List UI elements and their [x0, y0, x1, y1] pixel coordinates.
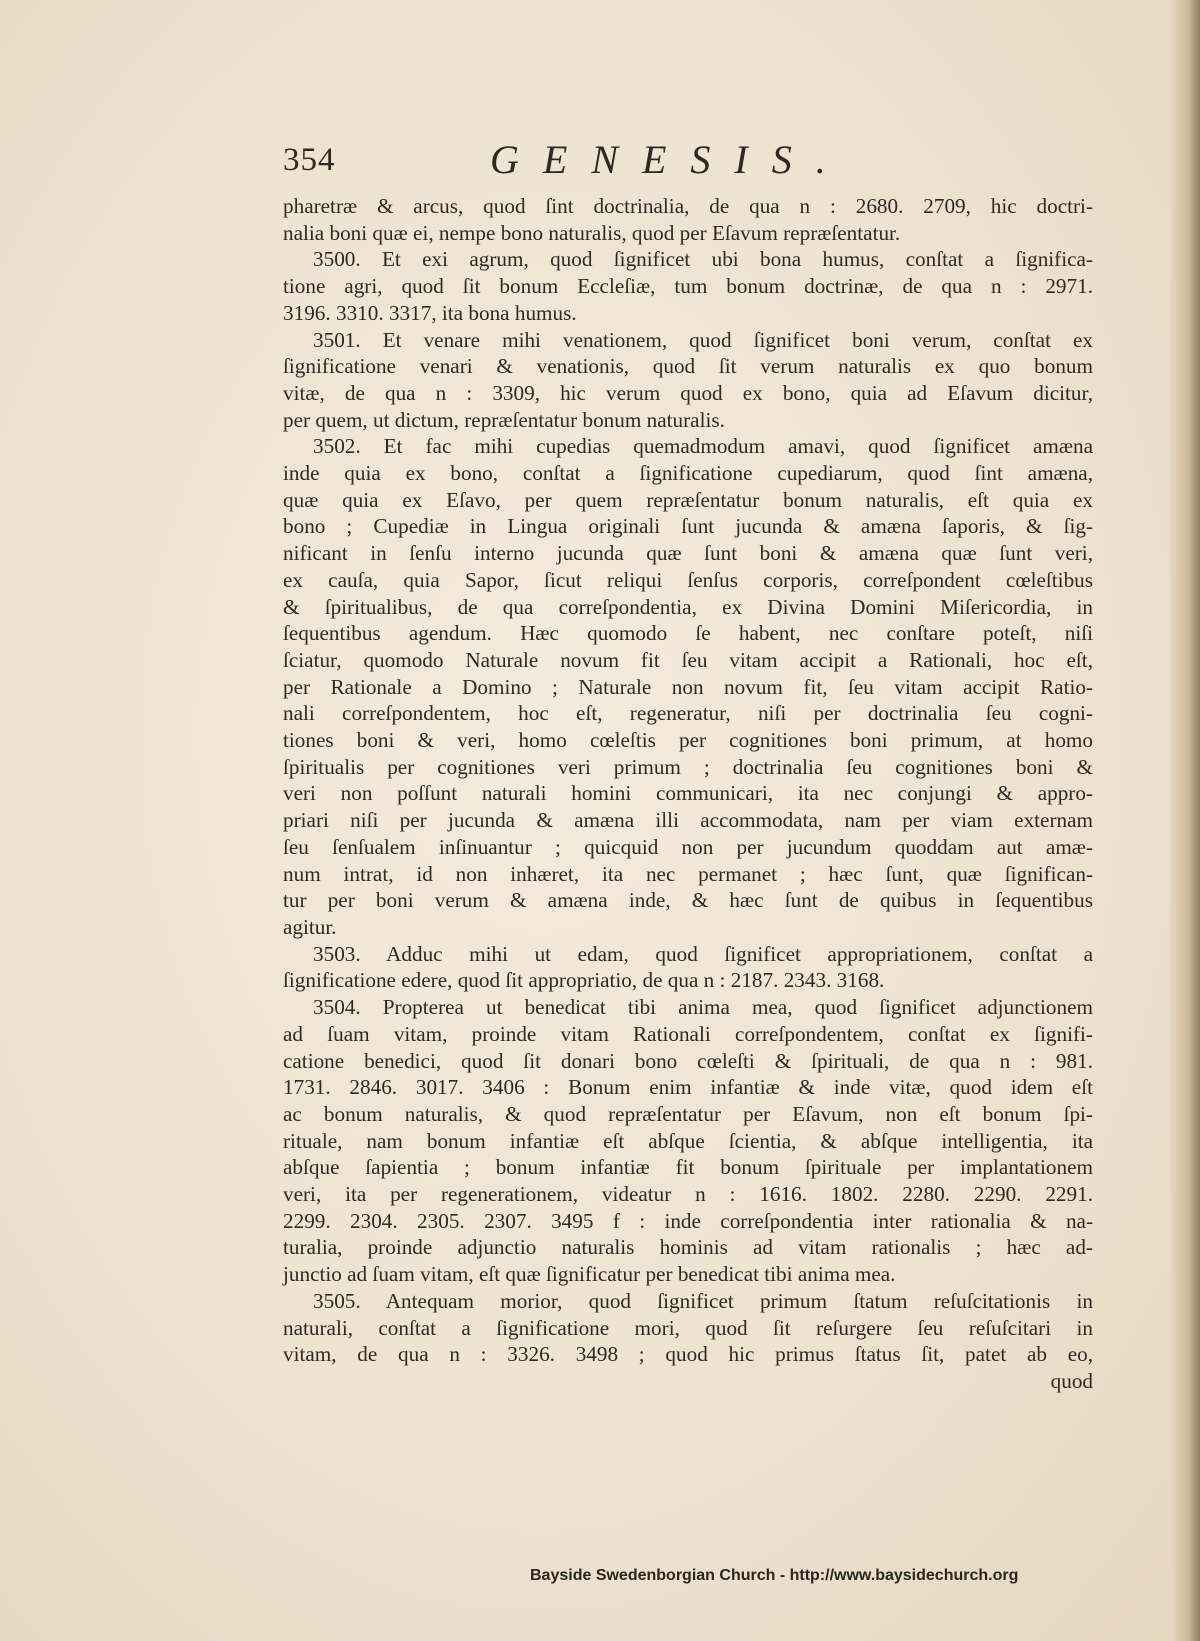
text-line: rituale, nam bonum infantiæ eſt abſque ſcientia, & abſque intelligentia, ita: [283, 1128, 1093, 1153]
text-line: ad ſuam vitam, proinde vitam Rationali correſpondentem, conſtat ex ſignifi-: [283, 1021, 1093, 1046]
text-line: 2299. 2304. 2305. 2307. 3495 f : inde correſpondentia inter rationalia & na-: [283, 1208, 1093, 1233]
body-text: [283, 193, 1093, 1395]
text-line: 3196. 3310. 3317, ita bona humus.: [283, 300, 577, 325]
footer-credit: Bayside Swedenborgian Church - http://www.baysidechurch.org: [530, 1567, 1019, 1584]
text-line: catione benedici, quod ſit donari bono cœleſti & ſpirituali, de qua n : 981.: [283, 1048, 1093, 1073]
text-line: 1731. 2846. 3017. 3406 : Bonum enim infantiæ & inde vitæ, quod idem eſt: [283, 1075, 1093, 1100]
text-line: veri, ita per regenerationem, videatur n : 1616. 1802. 2280. 2290. 2291.: [283, 1182, 1093, 1207]
text-line: turalia, proinde adjunctio naturalis hominis ad vitam rationalis ; hæc ad-: [283, 1235, 1093, 1260]
running-head: GENESIS.: [490, 137, 850, 182]
text-line: nalia boni quæ ei, nempe bono naturalis, quod per Eſavum repræſentatur.: [283, 220, 901, 245]
text-line: ſignificatione venari & venationis, quod ſit verum naturalis ex quo bonum: [283, 354, 1093, 379]
text-line: num intrat, id non inhæret, ita nec permanet ; hæc ſunt, quæ ſignifican-: [283, 861, 1093, 886]
text-line: naturali, conſtat a ſignificatione mori, quod ſit reſurgere ſeu reſuſcitari in: [283, 1315, 1093, 1340]
text-line: nali correſpondentem, hoc eſt, regeneratur, niſi per doctrinalia ſeu cogni-: [283, 701, 1093, 726]
paragraph-3502-start: 3502. Et fac mihi cupedias quemadmodum amavi, quod ſignificet amæna: [313, 434, 1093, 459]
text-line: ſpiritualis per cognitiones veri primum ; doctrinalia ſeu cognitiones boni &: [283, 754, 1093, 779]
text-line: junctio ad ſuam vitam, eſt quæ ſignificatur per benedicat tibi anima mea.: [283, 1262, 896, 1287]
text-line: ſequentibus agendum. Hæc quomodo ſe habent, nec conſtare poteſt, niſi: [283, 621, 1093, 646]
text-line: ex cauſa, quia Sapor, ſicut reliqui ſenſus corporis, correſpondent cœleſtibus: [283, 567, 1093, 592]
text-line: tur per boni verum & amæna inde, & hæc ſunt de quibus in ſequentibus: [283, 888, 1093, 913]
paragraph-3504-start: 3504. Propterea ut benedicat tibi anima mea, quod ſignificet adjunctionem: [313, 995, 1093, 1020]
text-line: pharetræ & arcus, quod ſint doctrinalia, de qua n : 2680. 2709, hic doctri-: [283, 194, 1093, 218]
text-line: per Rationale a Domino ; Naturale non novum fit, ſeu vitam accipit Ratio-: [283, 674, 1093, 699]
page-gutter-shadow: [1170, 0, 1200, 1641]
text-line: tione agri, quod ſit bonum Eccleſiæ, tum bonum doctrinæ, de qua n : 2971.: [283, 274, 1093, 299]
text-line: per quem, ut dictum, repræſentatur bonum naturalis.: [283, 407, 725, 432]
page-number: 354: [283, 142, 336, 178]
paragraph-3503-start: 3503. Adduc mihi ut edam, quod ſignificet appropriationem, conſtat a: [313, 941, 1093, 966]
text-line: agitur.: [283, 914, 337, 939]
page-header: [283, 136, 1103, 186]
text-line: ac bonum naturalis, & quod repræſentatur per Eſavum, non eſt bonum ſpi-: [283, 1101, 1093, 1126]
catchword: quod: [1050, 1368, 1093, 1393]
paragraph-3505-start: 3505. Antequam morior, quod ſignificet primum ſtatum reſuſcitationis in: [313, 1288, 1093, 1313]
text-line: ſciatur, quomodo Naturale novum fit ſeu vitam accipit a Rationali, hoc eſt,: [283, 647, 1093, 672]
text-line: priari niſi per jucunda & amæna illi accommodata, nam per viam externam: [283, 808, 1093, 833]
text-line: bono ; Cupediæ in Lingua originali ſunt jucunda & amæna ſaporis, & ſig-: [283, 514, 1093, 539]
text-line: nificant in ſenſu interno jucunda quæ ſunt boni & amæna quæ ſunt veri,: [283, 541, 1093, 566]
text-line: abſque ſapientia ; bonum infantiæ fit bonum ſpirituale per implantationem: [283, 1155, 1093, 1180]
text-line: ſignificatione edere, quod ſit appropriatio, de qua n : 2187. 2343. 3168.: [283, 968, 885, 993]
text-line: quæ quia ex Eſavo, per quem repræſentatur bonum naturalis, eſt quia ex: [283, 487, 1093, 512]
text-line: vitam, de qua n : 3326. 3498 ; quod hic primus ſtatus ſit, patet ab eo,: [283, 1342, 1093, 1367]
text-line: inde quia ex bono, conſtat a ſignificatione cupediarum, quod ſint amæna,: [283, 461, 1093, 486]
text-line: tiones boni & veri, homo cœleſtis per cognitiones boni primum, at homo: [283, 728, 1093, 753]
paragraph-3500-start: 3500. Et exi agrum, quod ſignificet ubi bona humus, conſtat a ſignifica-: [313, 247, 1093, 272]
text-line: veri non poſſunt naturali homini communicari, ita nec conjungi & appro-: [283, 781, 1093, 806]
text-line: & ſpiritualibus, de qua correſpondentia, ex Divina Domini Miſericordia, in: [283, 594, 1093, 619]
paragraph-3501-start: 3501. Et venare mihi venationem, quod ſignificet boni verum, conſtat ex: [313, 327, 1093, 352]
text-line: ſeu ſenſualem inſinuantur ; quicquid non per jucundum quoddam aut amæ-: [283, 834, 1093, 859]
text-line: vitæ, de qua n : 3309, hic verum quod ex bono, quia ad Eſavum dicitur,: [283, 380, 1093, 405]
